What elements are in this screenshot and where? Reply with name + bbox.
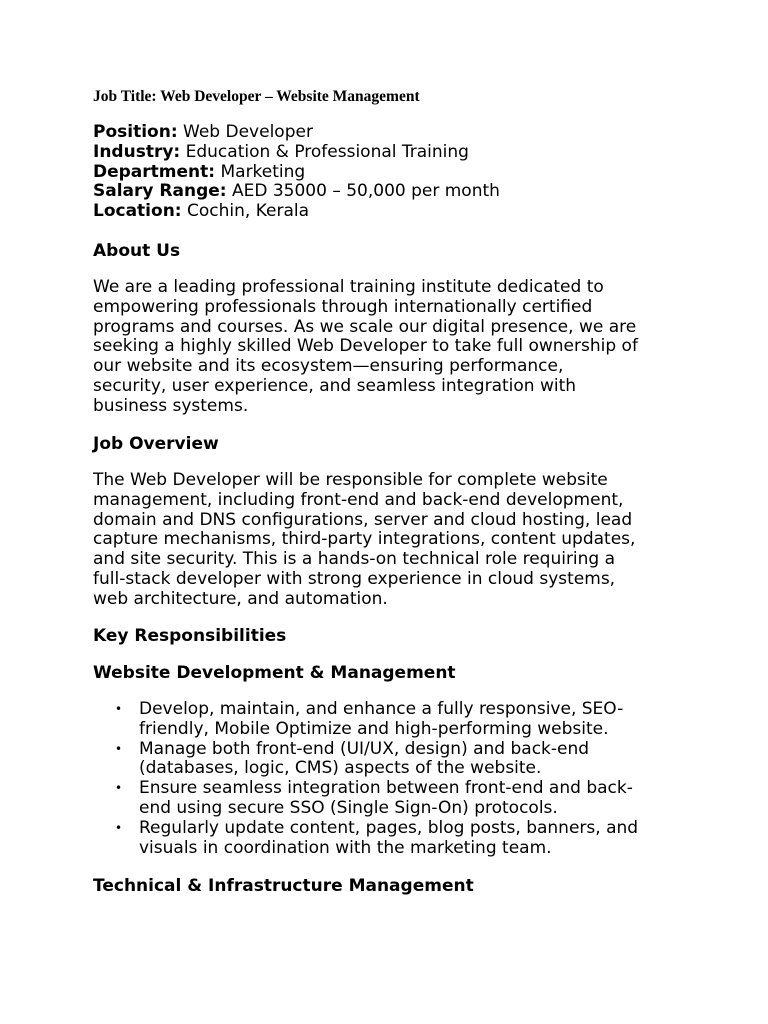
about-paragraph bbox=[93, 278, 693, 417]
meta-value: AED 35000 – 50,000 per month bbox=[226, 181, 500, 202]
bullet-icon: • bbox=[115, 781, 123, 796]
list-item-line: Ensure seamless integration between front-end and back- bbox=[139, 778, 633, 799]
list-item-line: Manage both front-end (UI/UX, design) and back-end bbox=[139, 738, 590, 759]
paragraph-line: security, user experience, and seamless integration with bbox=[93, 375, 577, 396]
meta-label: Location: bbox=[93, 201, 182, 222]
paragraph-line: web architecture, and automation. bbox=[93, 588, 388, 609]
responsibilities-heading: Key Responsibilities bbox=[93, 626, 287, 646]
meta-label: Position: bbox=[93, 122, 178, 142]
meta-label: Department: bbox=[93, 161, 216, 182]
paragraph-line: management, including front-end and back-end development, bbox=[93, 489, 624, 510]
paragraph-line: programs and courses. As we scale our digital presence, we are bbox=[93, 316, 637, 337]
meta-position bbox=[93, 123, 693, 143]
list-item-line: friendly, Mobile Optimize and high-performing website. bbox=[139, 718, 609, 739]
paragraph-line: business systems. bbox=[93, 395, 249, 416]
job-meta bbox=[93, 123, 693, 222]
paragraph-line: domain and DNS configurations, server and cloud hosting, lead bbox=[93, 509, 633, 530]
list-item bbox=[93, 740, 693, 780]
website-dev-subheading: Website Development & Management bbox=[93, 663, 456, 683]
paragraph-line: seeking a highly skilled Web Developer to take full ownership of bbox=[93, 336, 638, 357]
paragraph-line: and site security. This is a hands-on technical role requiring a bbox=[93, 549, 616, 570]
meta-department bbox=[93, 163, 693, 183]
meta-label: Salary Range: bbox=[93, 181, 227, 202]
meta-value: Marketing bbox=[215, 161, 306, 182]
bullet-icon: • bbox=[115, 820, 123, 835]
list-item-line: (databases, logic, CMS) aspects of the website. bbox=[139, 758, 542, 779]
bullet-icon: • bbox=[115, 702, 123, 716]
responsibilities-list bbox=[93, 700, 693, 858]
list-item-line: visuals in coordination with the marketing team. bbox=[139, 837, 552, 858]
about-heading: About Us bbox=[93, 241, 181, 261]
job-title: Job Title: Web Developer – Website Management bbox=[93, 88, 420, 105]
meta-value: Web Developer bbox=[177, 122, 313, 142]
list-item-line: Regularly update content, pages, blog posts, banners, and bbox=[139, 817, 639, 838]
meta-location bbox=[93, 202, 693, 222]
paragraph-line: full-stack developer with strong experience in cloud systems, bbox=[93, 568, 616, 589]
list-item bbox=[93, 819, 693, 859]
list-item-line: end using secure SSO (Single Sign-On) protocols. bbox=[139, 797, 558, 818]
meta-value: Education & Professional Training bbox=[180, 141, 469, 162]
paragraph-line: The Web Developer will be responsible for complete website bbox=[93, 470, 608, 490]
meta-salary bbox=[93, 182, 693, 202]
list-item bbox=[93, 779, 693, 819]
list-item bbox=[93, 700, 693, 740]
list-item-line: Develop, maintain, and enhance a fully responsive, SEO- bbox=[139, 699, 624, 719]
paragraph-line: We are a leading professional training institute dedicated to bbox=[93, 277, 604, 297]
paragraph-line: capture mechanisms, third-party integrations, content updates, bbox=[93, 529, 636, 550]
overview-heading: Job Overview bbox=[93, 434, 219, 454]
technical-heading: Technical & Infrastructure Management bbox=[93, 876, 474, 896]
paragraph-line: our website and its ecosystem—ensuring performance, bbox=[93, 356, 564, 377]
meta-value: Cochin, Kerala bbox=[181, 201, 310, 222]
paragraph-line: empowering professionals through internationally certified bbox=[93, 296, 593, 317]
meta-industry bbox=[93, 143, 693, 163]
bullet-icon: • bbox=[115, 741, 123, 756]
overview-paragraph bbox=[93, 471, 693, 610]
meta-label: Industry: bbox=[93, 141, 181, 162]
